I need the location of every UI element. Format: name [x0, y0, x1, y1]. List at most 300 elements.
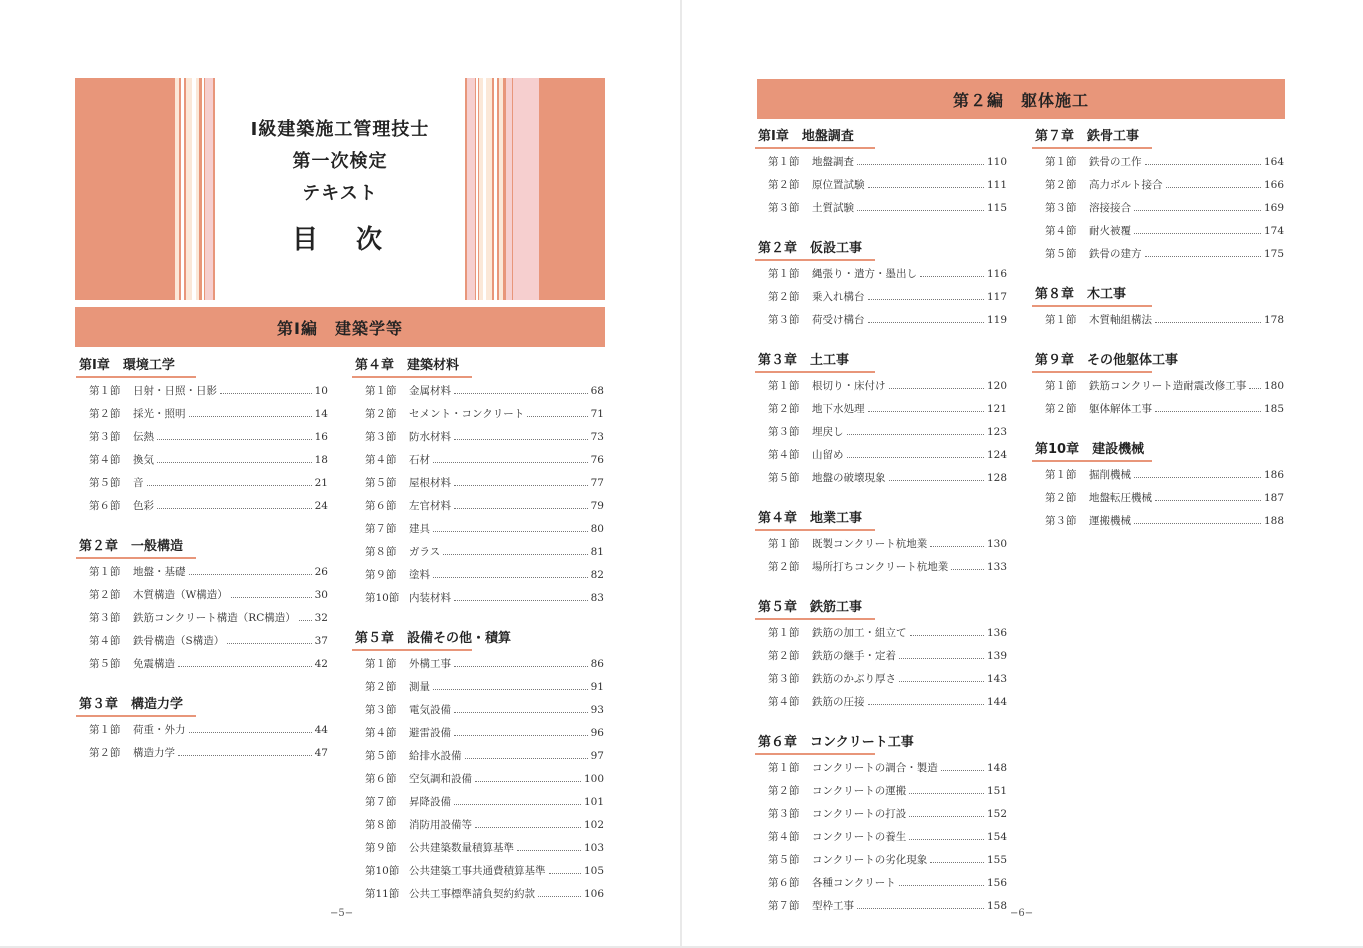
section-number: 第１節 [768, 627, 800, 639]
section-title: 公共工事標準請負契約約款 [409, 888, 535, 900]
leader-dots [454, 804, 581, 805]
toc-entry [76, 653, 328, 676]
stripe [506, 78, 512, 300]
section-number: 第６節 [768, 877, 800, 889]
leader-dots [189, 416, 312, 417]
page-ref: 121 [986, 403, 1007, 415]
page-ref: 96 [590, 727, 604, 739]
chapter-underline [352, 376, 472, 378]
page-ref: 103 [583, 842, 604, 854]
leader-dots [454, 735, 588, 736]
toc-entry [352, 426, 604, 449]
page-ref: 101 [583, 796, 604, 808]
section-title: 場所打ちコンクリート杭地業 [812, 561, 949, 573]
chapter-heading: 第８章 木工事 [1035, 287, 1127, 302]
part-banner: 第２編 躯体施工 [757, 79, 1285, 119]
leader-dots [889, 388, 984, 389]
toc-entry [76, 472, 328, 495]
title-line: Ⅰ級建築施工管理技士 [250, 119, 430, 140]
page-ref: 47 [314, 747, 328, 759]
leader-dots [899, 885, 984, 886]
leader-dots [538, 896, 581, 897]
leader-dots [433, 531, 588, 532]
section-title: コンクリートの運搬 [812, 785, 907, 797]
page-ref: 186 [1263, 469, 1284, 481]
toc-entry [755, 622, 1007, 645]
section-title: 乗入れ構台 [812, 291, 865, 303]
page-ref: 187 [1263, 492, 1284, 504]
section-title: 避雷設備 [409, 727, 451, 739]
section-number: 第１節 [1045, 314, 1077, 326]
chapter-heading: 第９章 その他躯体工事 [1035, 353, 1179, 368]
section-title: 掘削機械 [1089, 469, 1131, 481]
section-number: 第２節 [1045, 403, 1077, 415]
toc-column [76, 356, 328, 784]
chapter [76, 695, 328, 765]
section-number: 第10節 [365, 865, 400, 877]
section-number: 第１節 [365, 385, 397, 397]
toc-column [1032, 127, 1284, 552]
leader-dots [909, 839, 984, 840]
section-number: 第１節 [768, 156, 800, 168]
chapter-underline [1032, 460, 1152, 462]
section-title: 音 [133, 477, 144, 489]
leader-dots [454, 439, 588, 440]
section-number: 第７節 [365, 523, 397, 535]
chapter-underline [755, 529, 875, 531]
section-number: 第１節 [89, 724, 121, 736]
chapter [755, 733, 1007, 918]
page-ref: 16 [314, 431, 328, 443]
section-title: 縄張り・遣方・墨出し [812, 268, 917, 280]
page-ref: 185 [1263, 403, 1284, 415]
toc-entry [352, 791, 604, 814]
title-line: 第一次検定 [292, 151, 388, 172]
stripe [486, 78, 492, 300]
section-title: 免震構造 [133, 658, 175, 670]
toc-entry [352, 837, 604, 860]
page-ref: 128 [986, 472, 1007, 484]
section-title: 構造力学 [133, 747, 175, 759]
toc-column [352, 356, 604, 925]
page-ref: 83 [590, 592, 604, 604]
page-ref: 111 [986, 179, 1007, 191]
section-number: 第３節 [365, 431, 397, 443]
leader-dots [857, 210, 984, 211]
page-ref: 73 [590, 431, 604, 443]
leader-dots [475, 781, 581, 782]
title-line: テキスト [302, 183, 378, 204]
section-number: 第３節 [768, 673, 800, 685]
section-title: 給排水設備 [409, 750, 462, 762]
toc-entry [755, 467, 1007, 490]
page-ref: 178 [1263, 314, 1284, 326]
leader-dots [1134, 523, 1261, 524]
leader-dots [1166, 187, 1261, 188]
toc-entry [76, 380, 328, 403]
page-ref: 18 [314, 454, 328, 466]
section-number: 第11節 [365, 888, 400, 900]
toc-entry [1032, 309, 1284, 332]
section-title: 型枠工事 [812, 900, 854, 912]
toc-entry [352, 699, 604, 722]
section-title: 建具 [409, 523, 430, 535]
stripe [181, 78, 184, 300]
chapter-underline [755, 753, 875, 755]
leader-dots [147, 485, 312, 486]
section-number: 第３節 [1045, 202, 1077, 214]
leader-dots [1145, 256, 1261, 257]
right-page [682, 0, 1363, 946]
section-title: 測量 [409, 681, 430, 693]
section-title: 地盤の破壊現象 [812, 472, 886, 484]
page-ref: 79 [590, 500, 604, 512]
page-ref: 100 [583, 773, 604, 785]
section-number: 第４節 [365, 727, 397, 739]
toc-entry [352, 883, 604, 906]
section-title: 左官材料 [409, 500, 451, 512]
section-title: 採光・照明 [133, 408, 186, 420]
leader-dots [454, 393, 588, 394]
chapter-heading: 第５章 設備その他・積算 [355, 631, 512, 646]
section-number: 第２節 [89, 589, 121, 601]
section-title: 換気 [133, 454, 154, 466]
toc-entry [1032, 220, 1284, 243]
section-title: 鉄筋のかぶり厚さ [812, 673, 896, 685]
page-ref: 144 [986, 696, 1007, 708]
leader-dots [1134, 233, 1261, 234]
section-title: 色彩 [133, 500, 154, 512]
leader-dots [549, 873, 581, 874]
page-ref: 152 [986, 808, 1007, 820]
chapter [1032, 285, 1284, 332]
section-title: 屋根材料 [409, 477, 451, 489]
leader-dots [941, 770, 984, 771]
section-number: 第４節 [768, 696, 800, 708]
leader-dots [517, 850, 581, 851]
section-title: 鉄筋コンクリート造耐震改修工事 [1089, 380, 1247, 392]
toc-entry [352, 403, 604, 426]
toc-entry [755, 286, 1007, 309]
page-ref: 139 [986, 650, 1007, 662]
leader-dots [227, 643, 311, 644]
page-ref: 169 [1263, 202, 1284, 214]
toc-entry [352, 653, 604, 676]
toc-entry [1032, 464, 1284, 487]
section-number: 第９節 [365, 569, 397, 581]
page-ref: 97 [590, 750, 604, 762]
chapter-underline [1032, 371, 1152, 373]
toc-entry [1032, 510, 1284, 533]
chapter [755, 351, 1007, 490]
toc-entry [76, 561, 328, 584]
section-number: 第３節 [768, 202, 800, 214]
leader-dots [1155, 500, 1261, 501]
chapter-underline [76, 715, 196, 717]
section-number: 第５節 [1045, 248, 1077, 260]
page-ref: 166 [1263, 179, 1284, 191]
chapter-heading: 第５章 鉄筋工事 [758, 600, 863, 615]
leader-dots [1134, 477, 1261, 478]
toc-entry [1032, 398, 1284, 421]
leader-dots [465, 758, 588, 759]
toc-entry [755, 803, 1007, 826]
section-title: 公共建築工事共通費積算基準 [409, 865, 546, 877]
stripe [196, 78, 199, 300]
section-title: 伝熱 [133, 431, 154, 443]
section-number: 第２節 [768, 785, 800, 797]
leader-dots [1249, 388, 1261, 389]
toc-entry [352, 495, 604, 518]
page-number: −6− [1010, 908, 1034, 919]
chapter-heading: 第３章 構造力学 [79, 697, 184, 712]
page-ref: 158 [986, 900, 1007, 912]
stripe [476, 78, 478, 300]
leader-dots [178, 666, 312, 667]
page-ref: 188 [1263, 515, 1284, 527]
section-title: 内装材料 [409, 592, 451, 604]
section-number: 第７節 [365, 796, 397, 808]
toc-entry [352, 472, 604, 495]
toc-column [755, 127, 1007, 937]
page-ref: 123 [986, 426, 1007, 438]
chapter [1032, 440, 1284, 533]
leader-dots [930, 862, 984, 863]
toc-entry [352, 518, 604, 541]
section-title: 各種コンクリート [812, 877, 896, 889]
leader-dots [454, 600, 588, 601]
page-ref: 26 [314, 566, 328, 578]
toc-entry [1032, 487, 1284, 510]
toc-entry [352, 722, 604, 745]
leader-dots [157, 508, 312, 509]
section-title: 地盤・基礎 [133, 566, 186, 578]
toc-entry [76, 403, 328, 426]
section-title: 日射・日照・日影 [133, 385, 217, 397]
page-ref: 117 [986, 291, 1007, 303]
section-title: 荷受け構台 [812, 314, 865, 326]
section-title: 昇降設備 [409, 796, 451, 808]
section-number: 第４節 [89, 454, 121, 466]
section-title: 鉄筋コンクリート構造（RC構造） [133, 612, 296, 624]
section-title: 木質軸組構法 [1089, 314, 1152, 326]
chapter [755, 598, 1007, 714]
section-title: 地盤調査 [812, 156, 854, 168]
section-title: 鉄筋の継手・定着 [812, 650, 896, 662]
chapter-underline [755, 147, 875, 149]
page-ref: 37 [314, 635, 328, 647]
chapter-underline [755, 259, 875, 261]
toc-entry [1032, 151, 1284, 174]
toc-entry [76, 495, 328, 518]
leader-dots [454, 485, 588, 486]
section-number: 第４節 [365, 454, 397, 466]
page-ref: 120 [986, 380, 1007, 392]
toc-entry [755, 375, 1007, 398]
leader-dots [868, 299, 984, 300]
toc-entry [755, 668, 1007, 691]
leader-dots [178, 755, 312, 756]
page-ref: 42 [314, 658, 328, 670]
page-ref: 136 [986, 627, 1007, 639]
title-block [215, 78, 465, 300]
leader-dots [231, 597, 312, 598]
leader-dots [909, 816, 984, 817]
leader-dots [910, 635, 984, 636]
section-title: 原位置試験 [812, 179, 865, 191]
page-ref: 175 [1263, 248, 1284, 260]
chapter-underline [76, 376, 196, 378]
section-number: 第２節 [768, 650, 800, 662]
chapter-underline [755, 371, 875, 373]
stripe [202, 78, 204, 300]
section-title: 外構工事 [409, 658, 451, 670]
chapter-heading: 第３章 土工事 [758, 353, 850, 368]
toc-entry [1032, 243, 1284, 266]
section-number: 第３節 [768, 808, 800, 820]
leader-dots [909, 793, 984, 794]
section-number: 第９節 [365, 842, 397, 854]
section-number: 第２節 [768, 179, 800, 191]
page-ref: 82 [590, 569, 604, 581]
section-number: 第１節 [768, 380, 800, 392]
page-ref: 148 [986, 762, 1007, 774]
section-title: 溶接接合 [1089, 202, 1131, 214]
section-number: 第３節 [89, 612, 121, 624]
toc-entry [76, 630, 328, 653]
page-ref: 86 [590, 658, 604, 670]
section-title: 土質試験 [812, 202, 854, 214]
page-ref: 77 [590, 477, 604, 489]
chapter-underline [1032, 305, 1152, 307]
section-number: 第５節 [768, 472, 800, 484]
section-title: 荷重・外力 [133, 724, 186, 736]
leader-dots [454, 712, 588, 713]
page-ref: 119 [986, 314, 1007, 326]
leader-dots [475, 827, 581, 828]
toc-entry [755, 645, 1007, 668]
page-ref: 76 [590, 454, 604, 466]
leader-dots [889, 480, 984, 481]
section-number: 第５節 [89, 477, 121, 489]
toc-entry [755, 872, 1007, 895]
section-title: ガラス [409, 546, 441, 558]
stripe [494, 78, 497, 300]
page-ref: 21 [314, 477, 328, 489]
section-title: 金属材料 [409, 385, 451, 397]
leader-dots [433, 462, 588, 463]
leader-dots [157, 462, 312, 463]
chapter-heading: 第７章 鉄骨工事 [1035, 129, 1140, 144]
chapter-underline [1032, 147, 1152, 149]
page-number: −5− [330, 908, 354, 919]
section-number: 第１節 [768, 762, 800, 774]
toc-entry [755, 309, 1007, 332]
section-title: 塗料 [409, 569, 430, 581]
toc-entry [76, 742, 328, 765]
section-number: 第１節 [1045, 380, 1077, 392]
page-ref: 115 [986, 202, 1007, 214]
section-title: 地下水処理 [812, 403, 865, 415]
leader-dots [930, 546, 984, 547]
section-title: 埋戻し [812, 426, 844, 438]
toc-entry [755, 826, 1007, 849]
chapter [76, 537, 328, 676]
section-number: 第２節 [365, 681, 397, 693]
leader-dots [868, 411, 984, 412]
title-box [75, 78, 605, 300]
chapter [1032, 127, 1284, 266]
part-banner: 第Ⅰ編 建築学等 [75, 307, 605, 347]
section-title: 地盤転圧機械 [1089, 492, 1152, 504]
page-ref: 30 [314, 589, 328, 601]
chapter-heading: 第Ⅰ章 環境工学 [79, 358, 175, 373]
section-number: 第４節 [1045, 225, 1077, 237]
section-title: 鉄骨構造（S構造） [133, 635, 225, 647]
section-number: 第５節 [365, 477, 397, 489]
section-number: 第５節 [89, 658, 121, 670]
toc-entry [76, 449, 328, 472]
section-number: 第１節 [89, 385, 121, 397]
leader-dots [857, 908, 984, 909]
toc-entry [755, 421, 1007, 444]
page-ref: 44 [314, 724, 328, 736]
toc-entry [352, 745, 604, 768]
section-title: 空気調和設備 [409, 773, 472, 785]
section-title: 鉄骨の建方 [1089, 248, 1142, 260]
toc-entry [352, 587, 604, 610]
page-ref: 93 [590, 704, 604, 716]
leader-dots [1145, 164, 1261, 165]
toc-entry [1032, 174, 1284, 197]
chapter-underline [352, 649, 472, 651]
toc-entry [1032, 375, 1284, 398]
section-title: 躯体解体工事 [1089, 403, 1152, 415]
leader-dots [189, 732, 312, 733]
toc-entry [755, 849, 1007, 872]
section-number: 第２節 [89, 408, 121, 420]
leader-dots [847, 434, 984, 435]
section-number: 第10節 [365, 592, 400, 604]
stripe [175, 78, 179, 300]
toc-entry [76, 426, 328, 449]
toc-entry [755, 556, 1007, 579]
section-number: 第５節 [768, 854, 800, 866]
section-number: 第８節 [365, 819, 397, 831]
leader-dots [951, 569, 984, 570]
toc-entry [352, 564, 604, 587]
chapter-underline [76, 557, 196, 559]
section-number: 第５節 [365, 750, 397, 762]
section-number: 第６節 [365, 500, 397, 512]
toc-entry [755, 197, 1007, 220]
page-ref: 10 [314, 385, 328, 397]
chapter [76, 356, 328, 518]
page-ref: 133 [986, 561, 1007, 573]
section-title: 既製コンクリート杭地業 [812, 538, 928, 550]
left-page [0, 0, 680, 946]
leader-dots [454, 508, 588, 509]
toc-entry [1032, 197, 1284, 220]
toc-entry [755, 895, 1007, 918]
toc-entry [755, 780, 1007, 803]
section-number: 第３節 [365, 704, 397, 716]
page-ref: 130 [986, 538, 1007, 550]
chapter-heading: 第Ⅰ章 地盤調査 [758, 129, 854, 144]
toc-entry [755, 151, 1007, 174]
page-ref: 32 [314, 612, 328, 624]
chapter-heading: 第２章 一般構造 [79, 539, 184, 554]
